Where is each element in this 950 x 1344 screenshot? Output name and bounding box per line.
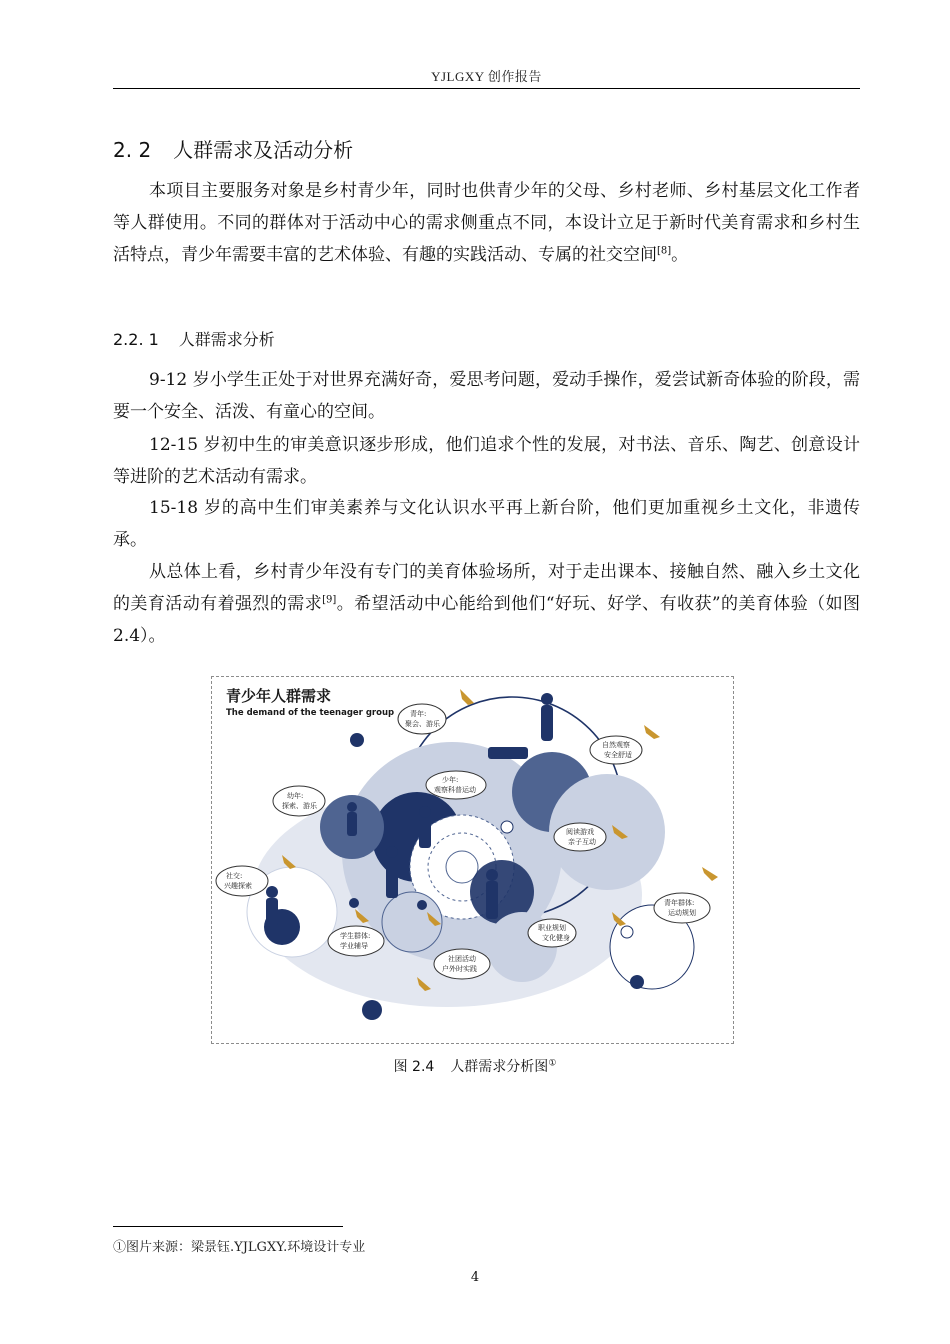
caption-footnote-mark: ①	[548, 1058, 557, 1069]
bubble-childhood	[273, 786, 325, 816]
svg-text:运动规划: 运动规划	[668, 909, 696, 917]
subsection-heading	[113, 327, 275, 350]
page-number: 4	[470, 1270, 480, 1285]
citation-8: [8]	[657, 245, 672, 257]
svg-text:安全舒适: 安全舒适	[604, 751, 632, 759]
svg-text:社团活动: 社团活动	[448, 955, 476, 963]
bubble-nature	[590, 736, 642, 764]
svg-text:探索、游乐: 探索、游乐	[282, 802, 317, 810]
subsection-title: 人群需求分析	[178, 330, 275, 349]
section-heading	[113, 134, 353, 163]
header-rule	[113, 88, 860, 89]
figure-title-cn: 青少年人群需求	[226, 687, 332, 705]
demand-analysis-figure	[211, 676, 734, 1044]
footnote: ①图片来源：梁景钰.YJLGXY.环境设计专业	[113, 1240, 366, 1255]
bubble-youth-group	[654, 893, 710, 923]
footnote-rule	[113, 1226, 343, 1227]
svg-text:职业规划: 职业规划	[538, 924, 566, 932]
section-title: 人群需求及活动分析	[173, 138, 354, 162]
paragraph-middle-school: 12-15 岁初中生的审美意识逐步形成，他们追求个性的发展，对书法、音乐、陶艺、创意设计等进阶的艺术活动有需求。	[113, 435, 860, 487]
page-header: YJLGXY 创作报告	[431, 69, 542, 84]
section-number: 2. 2	[113, 138, 152, 162]
svg-text:社交:: 社交:	[226, 872, 243, 880]
figure-caption	[0, 1056, 950, 1076]
svg-text:学生群体:: 学生群体:	[340, 932, 371, 940]
dot-3	[630, 975, 644, 989]
figure-title-en: The demand of the teenager group	[226, 708, 395, 718]
svg-text:学业辅导: 学业辅导	[340, 942, 368, 950]
bubble-reading	[554, 823, 606, 851]
intro-paragraph	[113, 175, 860, 271]
svg-text:自然观察: 自然观察	[602, 741, 630, 749]
svg-text:聚会、游乐: 聚会、游乐	[405, 720, 440, 728]
caption-number: 图 2.4	[393, 1059, 435, 1075]
figure-illustration	[212, 677, 733, 1043]
svg-text:青年:: 青年:	[410, 710, 427, 718]
summary-paragraph	[113, 556, 860, 652]
dot-4	[349, 898, 359, 908]
intro-end: 。	[671, 245, 689, 265]
citation-9: [9]	[322, 594, 337, 606]
bubble-social	[216, 866, 268, 896]
svg-text:文化健身: 文化健身	[542, 934, 570, 942]
summary-text-2: 。希望活动中心能给到他们“好玩、好学、有收获”的美育体验（如图 2.4）。	[113, 594, 861, 646]
svg-text:观察科普运动: 观察科普运动	[434, 786, 476, 794]
subsection-number: 2.2. 1	[113, 330, 159, 349]
svg-text:阅读游戏: 阅读游戏	[566, 828, 594, 836]
svg-text:幼年:: 幼年:	[287, 792, 304, 800]
svg-text:少年:: 少年:	[442, 776, 459, 784]
caption-text: 人群需求分析图	[450, 1059, 549, 1075]
dot-2	[362, 1000, 382, 1020]
svg-text:户外时实践: 户外时实践	[442, 965, 477, 973]
svg-text:亲子互动: 亲子互动	[568, 838, 596, 846]
bubble-student	[328, 926, 384, 956]
bubble-career	[528, 919, 576, 947]
svg-text:青年群体:: 青年群体:	[664, 899, 695, 907]
summary-text-1: 从总体上看，乡村青少年没有专门的美育体验场所，对于走出课本、接触自然、融入乡土文化的美育活动有着强烈的需求	[113, 562, 860, 614]
intro-text: 本项目主要服务对象是乡村青少年，同时也供青少年的父母、乡村老师、乡村基层文化工作者等人群使用。不同的群体对于活动中心的需求侧重点不同，本设计立足于新时代美育需求和乡村生活特点，青少年需要丰富的艺术体验、有趣的实践活动、专属的社交空间	[113, 181, 860, 265]
bubble-club	[434, 949, 490, 979]
paragraph-primary-school: 9-12 岁小学生正处于对世界充满好奇，爱思考问题，爱动手操作，爱尝试新奇体验的阶段，需要一个安全、活泼、有童心的空间。	[113, 370, 860, 422]
paragraph-high-school: 15-18 岁的高中生们审美素养与文化认识水平再上新台阶，他们更加重视乡土文化，非遗传承。	[113, 498, 860, 550]
bubble-youth	[398, 704, 446, 734]
dot-1	[350, 733, 364, 747]
svg-text:兴趣探索: 兴趣探索	[224, 882, 252, 890]
bubble-teen	[426, 771, 486, 799]
